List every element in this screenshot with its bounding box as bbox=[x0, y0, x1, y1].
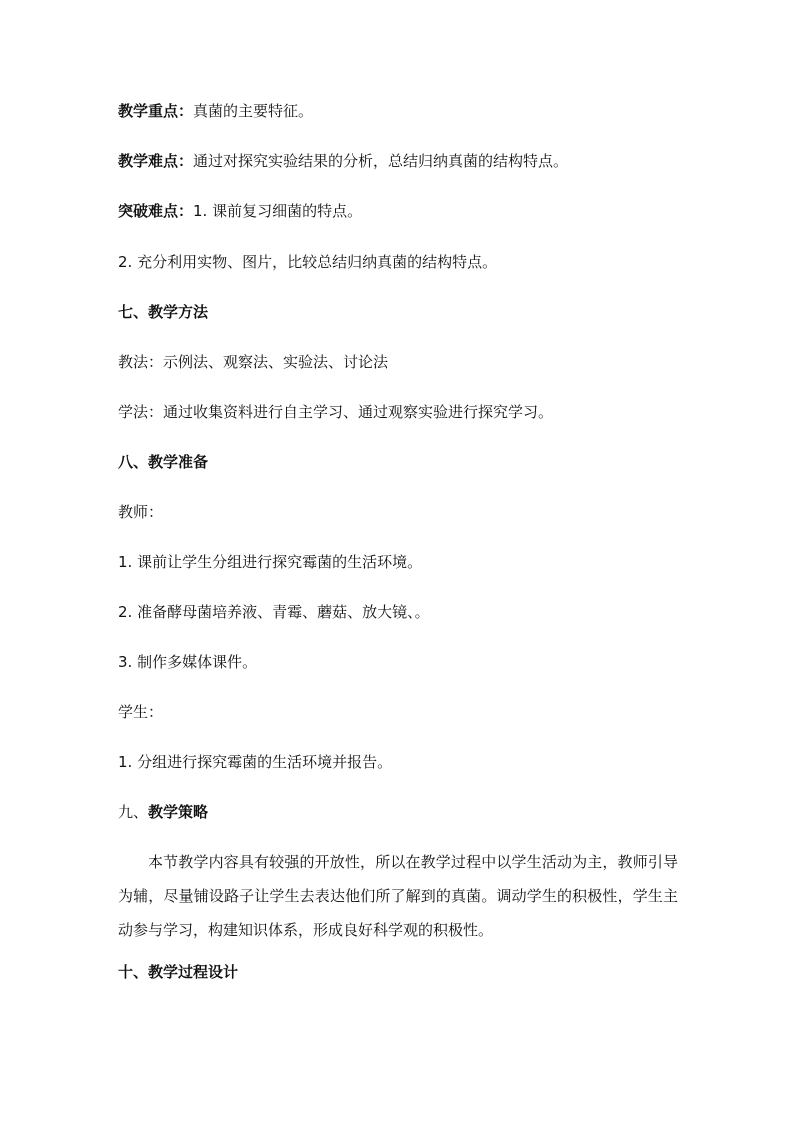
strategy-paragraph: 本节教学内容具有较强的开放性，所以在教学过程中以学生活动为主，教师引导为辅，尽量铺设路子让学生去表达他们所了解到的真菌。调动学生的积极性，学生主动参与学习，构建知识体系，形成良好科学观的积极性。 bbox=[118, 853, 678, 939]
teacher-item-1: 1. 课前让学生分组进行探究霉菌的生活环境。 bbox=[118, 553, 423, 571]
key-points-line bbox=[118, 101, 313, 121]
difficulties-text: 通过对探究实验结果的分析，总结归纳真菌的结构特点。 bbox=[193, 152, 569, 170]
key-points-label: 教学重点： bbox=[118, 102, 194, 120]
section-7-heading: 七、教学方法 bbox=[118, 303, 209, 321]
teaching-methods: 教法：示例法、观察法、实验法、讨论法 bbox=[118, 353, 389, 371]
learning-methods: 学法：通过收集资料进行自主学习、通过观察实验进行探究学习。 bbox=[118, 403, 554, 421]
section-10-heading: 十、教学过程设计 bbox=[118, 963, 239, 981]
section-9-heading-main: 教学策略 bbox=[148, 803, 209, 821]
teacher-item-2: 2. 准备酵母菌培养液、青霉、蘑菇、放大镜、。 bbox=[118, 603, 430, 621]
breakthrough-label: 突破难点： bbox=[118, 202, 194, 220]
breakthrough-text: 1. 课前复习细菌的特点。 bbox=[193, 202, 363, 220]
teacher-label: 教师： bbox=[118, 503, 164, 521]
key-points-text: 真菌的主要特征。 bbox=[193, 102, 314, 120]
breakthrough-item-2: 2. 充分利用实物、图片，比较总结归纳真菌的结构特点。 bbox=[118, 253, 498, 271]
difficulties-label: 教学难点： bbox=[118, 152, 194, 170]
difficulties-line bbox=[118, 151, 568, 171]
breakthrough-line bbox=[118, 201, 362, 221]
student-label: 学生： bbox=[118, 703, 164, 721]
teacher-item-3: 3. 制作多媒体课件。 bbox=[118, 653, 258, 671]
section-9-heading-prefix: 九、 bbox=[118, 803, 149, 821]
section-9-heading bbox=[118, 802, 208, 822]
student-item-1: 1. 分组进行探究霉菌的生活环境并报告。 bbox=[118, 753, 393, 771]
section-8-heading: 八、教学准备 bbox=[118, 453, 209, 471]
